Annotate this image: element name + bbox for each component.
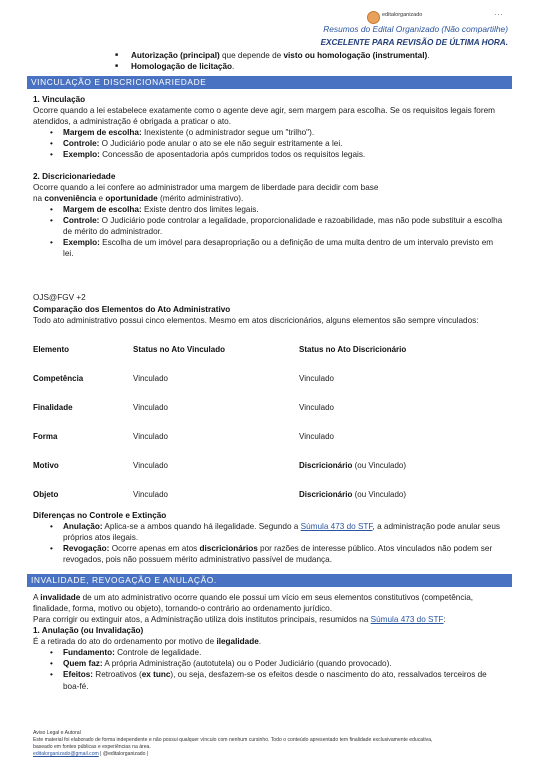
list-item: • Controle: O Judiciário pode anular o ato se ele não seguir estritamente a lei.	[33, 138, 503, 149]
column-header: Status no Ato Vinculado	[133, 344, 226, 354]
section-header-invalidade: INVALIDADE, REVOGAÇÃO E ANULAÇÃO.	[27, 574, 512, 587]
section-discricionariedade	[33, 171, 503, 260]
list-item: • Margem de escolha: Inexistente (o administrador segue um "trilho").	[33, 127, 503, 138]
list-item: • Controle: O Judiciário pode controlar a legalidade, proporcionalidade e razoabilidade, mas não pode substituir a escolha de mérito do administrador.	[33, 215, 503, 237]
footer-title: Aviso Legal e Autoral	[33, 730, 81, 736]
paragraph: na conveniência e oportunidade (mérito administrativo).	[33, 194, 244, 204]
section-vinculacao	[33, 94, 503, 160]
list-item: • Revogação: Ocorre apenas em atos discricionários por razões de interesse público. Atos vinculados não podem ser revogados, pois não possuem mérito administrativo passível de mudança.	[33, 543, 503, 565]
section-comparacao	[33, 292, 503, 510]
table-row: Finalidade Vinculado Vinculado	[33, 403, 334, 413]
column-header: Elemento	[33, 344, 70, 354]
more-options-icon[interactable]: ···	[494, 10, 504, 19]
list-item: • Efeitos: Retroativos (ex tunc), ou seja, desfazem-se os efeitos desde o nascimento do ato, ressalvados terceiros de boa-fé.	[33, 669, 503, 691]
heading-comparacao: Comparação dos Elementos do Ato Administrativo	[33, 305, 231, 315]
document-tagline: EXCELENTE PARA REVISÃO DE ÚLTIMA HORA.	[320, 38, 508, 47]
footer-text: baseado em fontes públicas e experiências na área.	[33, 744, 151, 751]
list-item: • Fundamento: Controle de legalidade.	[33, 647, 503, 658]
footer-contact: editalorganizado@gmail.com | @editalorganizado |	[33, 751, 149, 758]
document-title: Resumos do Edital Organizado (Não compartilhe)	[323, 24, 508, 34]
footer	[33, 730, 503, 759]
list-item: ■ Autorização (principal) que depende de visto ou homologação (instrumental).	[33, 50, 503, 61]
table-row: Objeto Vinculado Discricionário (ou Vinculado)	[33, 490, 407, 500]
paragraph: Ocorre quando a lei confere ao administrador uma margem de liberdade para decidir com base	[33, 183, 379, 193]
paragraph: Para corrigir ou extinguir atos, a Administração utiliza dois institutos principais, resumidos na Súmula 473 do STF:	[33, 615, 446, 625]
table-header	[33, 335, 503, 365]
column-header: Status no Ato Discricionário	[299, 344, 407, 354]
sumula-link[interactable]: Súmula 473 do STF	[370, 615, 444, 625]
table-row: Competência Vinculado Vinculado	[33, 374, 334, 384]
section-invalidade	[33, 592, 503, 692]
sumula-link[interactable]: Súmula 473 do STF	[300, 522, 373, 532]
list-item: • Quem faz: A própria Administração (autotutela) ou o Poder Judiciário (quando provocado).	[33, 658, 503, 669]
email-link[interactable]: editalorganizado@gmail.com	[33, 751, 99, 758]
list-item: • Exemplo: Concessão de aposentadoria após cumpridos todos os requisitos legais.	[33, 149, 503, 160]
heading-discricionariedade: 2. Discricionariedade	[33, 172, 116, 181]
source-tag[interactable]: OJS@FGV +2	[33, 293, 86, 302]
section-diferencas	[33, 510, 503, 565]
paragraph: A invalidade de um ato administrativo ocorre quando ele possui um vício em seus elementos constitutivos (competência, finalidade, forma, motivo ou objeto), tornando-o contrário ao ordenamento jurídico.	[33, 593, 474, 614]
heading-diferencas: Diferenças no Controle e Extinção	[33, 511, 167, 520]
footer-text: Este material foi elaborado de forma independente e não possui qualquer vínculo com nenhum cursinho. Todo o conteúdo apresentado tem finalidade exclusivamente educativa,	[33, 737, 433, 744]
table-row: Motivo Vinculado Discricionário (ou Vinculado)	[33, 461, 407, 471]
list-item: ■ Homologação de licitação.	[33, 61, 503, 72]
avatar	[367, 11, 380, 24]
list-item: • Anulação: Aplica-se a ambos quando há ilegalidade. Segundo a Súmula 473 do STF, a administração pode anular seus próprios atos ilegais.	[33, 521, 503, 543]
list-item: • Margem de escolha: Existe dentro dos limites legais.	[33, 204, 503, 215]
list-item: • Exemplo: Escolha de um imóvel para desapropriação ou a definição de uma multa dentro de um intervalo previsto em lei.	[33, 237, 503, 259]
section-header-vinculacao: VINCULAÇÃO E DISCRICIONARIEDADE	[27, 76, 512, 89]
paragraph: Ocorre quando a lei estabelece exatamente como o agente deve agir, sem margem para escolha. Se os requisitos legais forem atendidos, a administração é obrigada a praticar o ato.	[33, 106, 495, 127]
paragraph: É a retirada do ato do ordenamento por motivo de ilegalidade.	[33, 637, 262, 647]
heading-anulacao: 1. Anulação (ou Invalidação)	[33, 626, 144, 636]
paragraph: Todo ato administrativo possui cinco elementos. Mesmo em atos discricionários, alguns elementos são sempre vinculados:	[33, 316, 479, 326]
table-row: Forma Vinculado Vinculado	[33, 432, 334, 442]
heading-vinculacao: 1. Vinculação	[33, 95, 86, 104]
top-list	[33, 50, 503, 72]
elements-table	[33, 335, 503, 510]
header-username: editalorganizado	[382, 12, 423, 18]
